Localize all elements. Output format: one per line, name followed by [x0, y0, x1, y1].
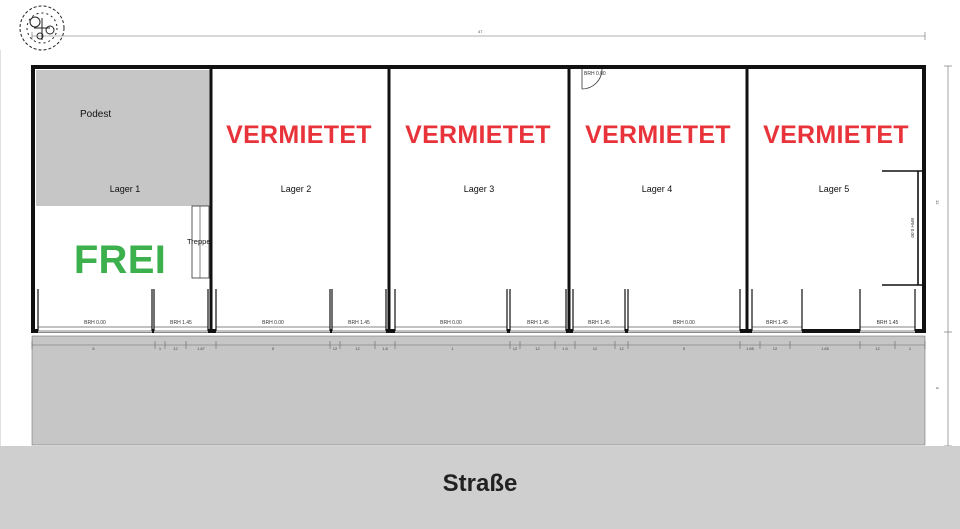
dimension-label: 1 — [158, 346, 162, 351]
room-label-lager-1: Lager 1 — [109, 184, 141, 194]
status-lager-5: VERMIETET — [763, 121, 909, 149]
door-label: BRH 1.45 — [588, 320, 610, 326]
dimension-label: 1 — [908, 346, 912, 351]
door-label: BRH 0.00 — [84, 320, 106, 326]
tree-icon — [20, 6, 64, 50]
door-label: BRH 0.00 — [440, 320, 462, 326]
right-dimension-line — [944, 66, 952, 446]
street-label: Straße — [442, 470, 518, 497]
dimension-label: 12 — [592, 346, 598, 351]
dimension-label: 12 — [619, 346, 624, 351]
door-sill — [510, 327, 566, 331]
podest-label: Podest — [80, 109, 112, 120]
door-sill — [154, 327, 208, 331]
door-label: BRH 1.45 — [170, 320, 192, 326]
dimension-label: 12 — [535, 346, 540, 351]
status-lager-4: VERMIETET — [585, 121, 731, 149]
partition-walls — [211, 67, 747, 331]
door-label: BRH 0.00 — [673, 320, 695, 326]
status-lager-3: VERMIETET — [405, 121, 551, 149]
door-sill — [332, 327, 386, 331]
dimension-label: 5 — [682, 346, 686, 351]
dimension-label: 12 — [355, 346, 360, 351]
door-sill — [38, 327, 152, 331]
dimension-label: 1.5 — [562, 346, 568, 351]
door-sill — [216, 327, 330, 331]
right-forecourt-label: 5 — [935, 387, 940, 390]
status-lager-2: VERMIETET — [226, 121, 372, 149]
top-dimension-label: 47 — [478, 29, 483, 34]
room-label-lager-2: Lager 2 — [280, 184, 312, 194]
back-door-label: BRH 0.00 — [584, 71, 606, 77]
dimension-label: 12 — [512, 346, 518, 351]
dimension-label: 12 — [772, 346, 778, 351]
dimension-label: 1 — [451, 346, 454, 351]
stairs-label: Treppe — [187, 237, 211, 246]
room-label-lager-4: Lager 4 — [641, 184, 673, 194]
room-label-lager-3: Lager 3 — [463, 184, 495, 194]
door-label: BRH 1.45 — [527, 320, 549, 326]
side-opening-lager5 — [882, 171, 922, 285]
door-sill — [752, 327, 802, 331]
dimension-label: 1.85 — [746, 346, 754, 351]
door-label: BRH 1.45 — [876, 320, 899, 326]
dimension-label: 6 — [92, 346, 95, 351]
door-sill — [573, 327, 625, 331]
dimension-label: 1.85 — [821, 346, 829, 351]
door-label: BRH 0.00 — [262, 320, 284, 326]
dimension-label: 12 — [173, 346, 178, 351]
dimension-label: 12 — [332, 346, 338, 351]
door-sill — [628, 327, 740, 331]
door-sill — [860, 327, 915, 331]
dimension-label: 12 — [875, 346, 880, 351]
forecourt — [32, 336, 925, 445]
room-label-lager-5: Lager 5 — [818, 184, 850, 194]
door-sill — [395, 327, 507, 331]
right-dimension-label: 12 — [935, 200, 940, 205]
door-label: BRH 1.45 — [766, 320, 788, 326]
dimension-label: 5 — [271, 346, 275, 351]
dimension-label: 1.87 — [197, 346, 205, 351]
door-label: BRH 1.45 — [348, 320, 370, 326]
status-lager-1: FREI — [73, 238, 167, 282]
dimension-label: 1.8 — [382, 346, 388, 351]
side-opening-label: BRH 0.00 — [910, 218, 915, 238]
